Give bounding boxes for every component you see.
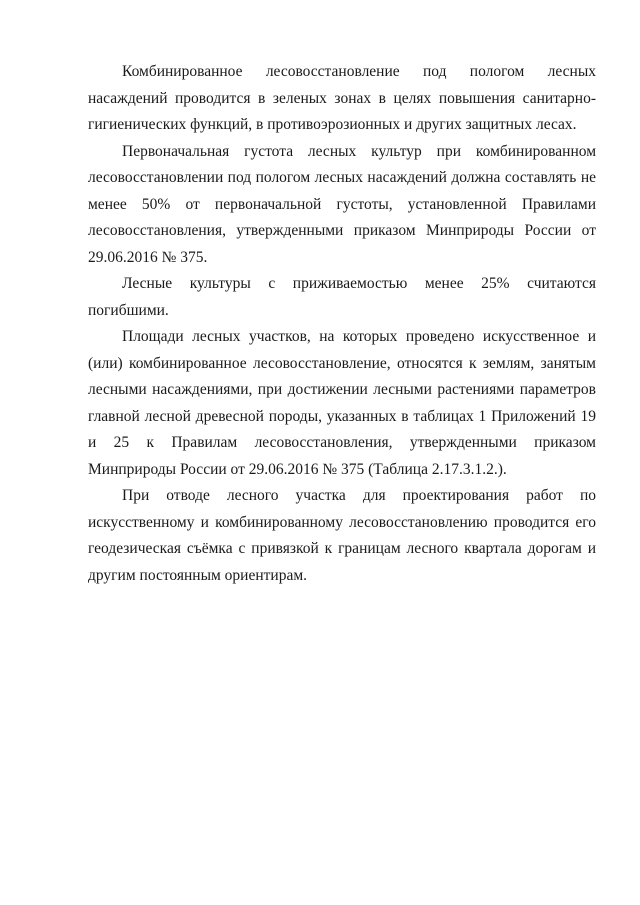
paragraph-survival-rate: Лесные культуры с приживаемостью менее 25% считаются погибшими. — [88, 275, 596, 319]
paragraph-geodetic-survey: При отводе лесного участка для проектирования работ по искусственному и комбинированному лесовосстановлению проводится его геодезическая съёмка с привязкой к границам лесного квартала дорогам и другим постоянным ориентирам. — [88, 487, 596, 584]
paragraph-land-classification: Площади лесных участков, на которых проведено искусственное и (или) комбинированное лесовосстановление, относятся к землям, занятым лесными насаждениями, при достижении лесными растениями параметров главной лесной древесной породы, указанных в таблицах 1 Приложений 19 и 25 к Правилам лесовосстановления, утвержденными приказом Минприроды России от 29.06.2016 № 375 (Таблица 2.17.3.1.2.). — [88, 328, 596, 478]
document-body — [88, 59, 596, 589]
paragraph-combined-reforestation: Комбинированное лесовосстановление под пологом лесных насаждений проводится в зеленых зонах в целях повышения санитарно-гигиенических функций, в противоэрозионных и других защитных лесах. — [88, 63, 596, 133]
paragraph-initial-density: Первоначальная густота лесных культур при комбинированном лесовосстановлении под пологом лесных насаждений должна составлять не менее 50% от первоначальной густоты, установленной Правилами лесовосстановления, утвержденными приказом Минприроды России от 29.06.2016 № 375. — [88, 142, 596, 266]
